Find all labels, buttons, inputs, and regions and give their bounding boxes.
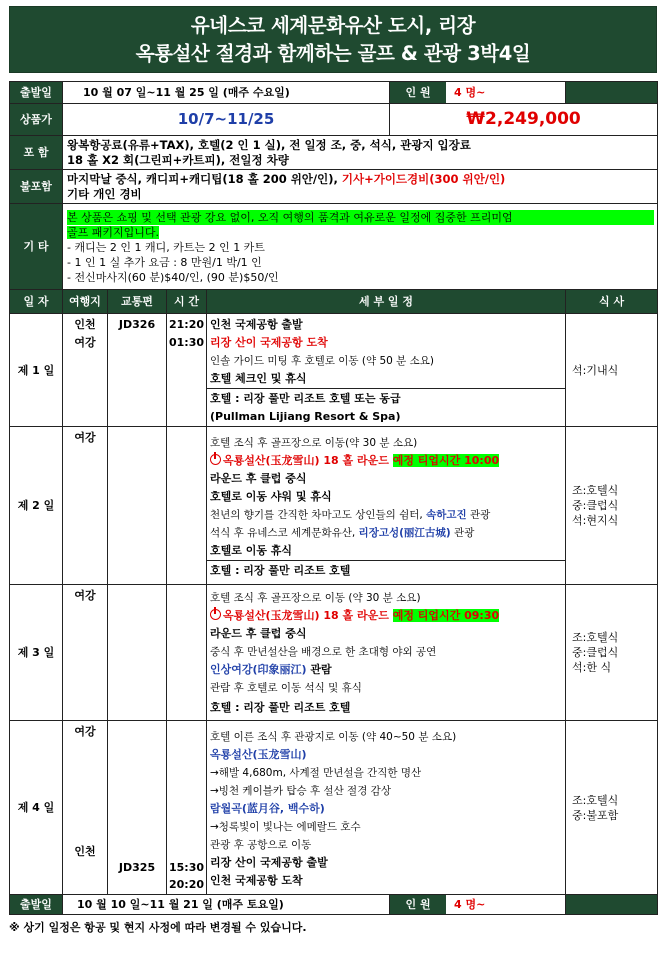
etc-line-1: - 캐디는 2 인 1 캐디, 카트는 2 인 1 카트 xyxy=(67,240,265,254)
price-period: 10/7~11/25 xyxy=(63,104,390,136)
day-2-golf-course: 옥룡설산(玉龙雪山) 18 홀 라운드 xyxy=(223,454,393,467)
day-1-flight: JD326 xyxy=(118,318,156,331)
day-4-place xyxy=(63,721,108,895)
header-day: 일 자 xyxy=(10,290,63,314)
departure-value xyxy=(63,82,390,104)
etc-line-2: - 1 인 1 실 추가 요금 : 8 만원/1 박/1 인 xyxy=(67,255,262,269)
included-row xyxy=(10,136,658,170)
title-line-1: 유네스코 세계문화유산 도시, 리장 xyxy=(190,13,476,37)
etc-highlight-1: 본 상품은 쇼핑 및 선택 관광 강요 없이, 오직 여행의 품격과 여유로운 일정에 집중한 프리미엄 xyxy=(67,210,654,225)
header-place: 여행지 xyxy=(63,290,108,314)
day-2-step-5-text: 천년의 향기를 간직한 차마고도 상인들의 쉼터, xyxy=(210,509,427,521)
day-2-step-2 xyxy=(207,452,565,470)
title-banner xyxy=(9,6,657,73)
people-label: 인 원 xyxy=(390,82,446,103)
people-2-value: 4 명~ xyxy=(454,898,486,911)
departure-filler xyxy=(566,82,658,104)
day-4-time xyxy=(167,721,207,895)
excluded-line-2: 기타 개인 경비 xyxy=(67,186,142,201)
day-2-step-3: 라운드 후 클럽 중식 xyxy=(210,472,307,485)
day-4-label: 제 4 일 xyxy=(10,721,63,895)
day-3-lunch: 중:클럽식 xyxy=(572,646,619,659)
departure-2-row xyxy=(10,895,658,915)
day-3-teeoff: 예정 티업시간 09:30 xyxy=(392,608,500,622)
day-4-flight: JD325 xyxy=(118,861,156,874)
header-transport: 교통편 xyxy=(108,290,167,314)
day-2-place xyxy=(63,427,108,585)
day-4-transport xyxy=(108,721,167,895)
excluded-label: 불포함 xyxy=(10,170,63,204)
itinerary-table xyxy=(9,81,658,915)
day-4-step-8: 리장 산이 국제공항 출발 xyxy=(210,856,328,869)
day-3-step-6: 관람 후 호텔로 이동 석식 및 휴식 xyxy=(210,681,362,694)
day-4-step-2: 옥룡설산(玉龙雪山) xyxy=(210,748,307,761)
day-2-time xyxy=(167,427,207,585)
etc-label: 기 타 xyxy=(10,204,63,290)
day-2-schedule xyxy=(207,427,566,585)
etc-highlight-2: 골프 패키지입니다. xyxy=(67,225,160,239)
day-3-time xyxy=(167,585,207,721)
day-2-dinner: 석:현지식 xyxy=(572,514,619,527)
excluded-row xyxy=(10,170,658,204)
departure-2-filler xyxy=(566,895,658,915)
day-1-time xyxy=(167,314,207,427)
day-4-step-3: →해발 4,680m, 사계절 만년설을 간직한 명산 xyxy=(210,767,422,779)
day-1-step-1: 인천 국제공항 출발 xyxy=(210,318,303,331)
day-3-step-3: 라운드 후 클럽 중식 xyxy=(210,626,307,640)
day-3-step-5-suffix: 관람 xyxy=(306,662,332,676)
day-2-step-6 xyxy=(207,524,565,542)
included-line-1: 왕복항공료(유류+TAX), 호텔(2 인 1 실), 전 일정 조, 중, 석식, 관광지 입장료 xyxy=(67,137,471,152)
day-3-place-1: 여강 xyxy=(74,589,96,602)
day-1-step-3: 인솔 가이드 미팅 후 호텔로 이동 (약 50 분 소요) xyxy=(210,355,435,367)
price-label: 상품가 xyxy=(10,104,63,136)
day-1-place-1: 인천 xyxy=(74,318,96,331)
day-2-step-7: 호텔로 이동 휴식 xyxy=(210,544,293,557)
price-amount: ₩2,249,000 xyxy=(390,104,658,136)
day-2-meals xyxy=(566,427,658,585)
day-3-dinner: 석:한 식 xyxy=(572,661,612,674)
title-line-2: 옥룡설산 절경과 함께하는 골프 & 관광 3박4일 xyxy=(135,41,531,65)
day-3-transport xyxy=(108,585,167,721)
day-4-place-1: 여강 xyxy=(74,725,96,738)
included-label: 포 함 xyxy=(10,136,63,170)
day-2-hotel: 호텔 : 리장 풀만 리조트 호텔 xyxy=(207,560,565,580)
day-3-breakfast: 조:호텔식 xyxy=(572,631,619,644)
day-2-lunch: 중:클럽식 xyxy=(572,499,619,512)
day-1-step-2: 리장 산이 국제공항 도착 xyxy=(210,336,328,349)
day-2-teeoff: 예정 티업시간 10:00 xyxy=(392,454,500,467)
day-4-time-1: 15:30 xyxy=(168,861,204,874)
day-4-meals xyxy=(566,721,658,895)
day-2-step-1: 호텔 조식 후 골프장으로 이동(약 30 분 소요) xyxy=(210,437,418,449)
day-3-hotel: 호텔 : 리장 풀만 리조트 호텔 xyxy=(210,700,351,714)
day-3-step-1: 호텔 조식 후 골프장으로 이동 (약 30 분 소요) xyxy=(210,591,421,604)
day-4-step-6: →청록빛이 빛나는 에메랄드 호수 xyxy=(210,821,361,833)
day-3-row xyxy=(10,585,658,721)
day-2-old-town: 리장고성(丽江古城) xyxy=(358,527,451,539)
day-1-transport xyxy=(108,314,167,427)
day-1-hotel: 호텔 : 리장 풀만 리조트 호텔 또는 동급 xyxy=(207,388,565,408)
header-meals: 식 사 xyxy=(566,290,658,314)
people-value: 4 명~ xyxy=(454,86,486,99)
day-4-schedule xyxy=(207,721,566,895)
etc-content xyxy=(63,204,658,290)
day-4-lunch: 중:불포함 xyxy=(572,808,619,822)
header-time: 시 간 xyxy=(167,290,207,314)
day-2-label: 제 2 일 xyxy=(10,427,63,585)
etc-highlight-2-row xyxy=(67,225,657,240)
included-line-2: 18 홀 X2 회(그린피+카트피), 전일정 차량 xyxy=(67,152,289,167)
day-4-breakfast: 조:호텔식 xyxy=(572,793,619,807)
day-3-show: 인상여강(印象丽江) xyxy=(210,662,307,676)
day-2-breakfast: 조:호텔식 xyxy=(572,484,619,497)
day-1-place xyxy=(63,314,108,427)
day-1-schedule xyxy=(207,314,566,427)
price-row xyxy=(10,104,658,136)
day-2-step-5-suffix: 관광 xyxy=(466,509,491,521)
day-3-label: 제 3 일 xyxy=(10,585,63,721)
day-2-step-5 xyxy=(207,506,565,524)
day-3-step-4: 중식 후 만년설산을 배경으로 한 초대형 야외 공연 xyxy=(210,645,437,658)
day-4-step-5: 람월곡(蓝月谷, 백수하) xyxy=(210,802,325,815)
people-2-cell xyxy=(390,895,566,915)
people-2-label: 인 원 xyxy=(390,895,446,914)
day-2-step-4: 호텔로 이동 샤워 및 휴식 xyxy=(210,490,332,503)
day-4-step-9: 인천 국제공항 도착 xyxy=(210,874,303,887)
day-3-meals xyxy=(566,585,658,721)
people-cell xyxy=(390,82,566,104)
included-content xyxy=(63,136,658,170)
day-3-step-2 xyxy=(207,607,565,625)
day-2-step-6-text: 석식 후 유네스코 세계문화유산, xyxy=(210,527,359,539)
excluded-line-1-text: 마지막날 중식, 캐디피+캐디팁(18 홀 200 위안/인), xyxy=(67,171,342,186)
day-3-golf-course: 옥룡설산(玉龙雪山) 18 홀 라운드 xyxy=(223,608,393,622)
day-1-time-2: 01:30 xyxy=(168,336,204,349)
day-1-place-2: 여강 xyxy=(74,336,96,349)
excluded-content xyxy=(63,170,658,204)
day-4-step-1: 호텔 이른 조식 후 관광지로 이동 (약 40~50 분 소요) xyxy=(210,731,457,743)
departure-2-value xyxy=(63,895,390,915)
footnote: ※ 상기 일정은 항공 및 현지 사정에 따라 변경될 수 있습니다. xyxy=(9,921,307,934)
day-1-step-4: 호텔 체크인 및 휴식 xyxy=(210,372,307,385)
golf-icon xyxy=(210,609,221,620)
day-2-row xyxy=(10,427,658,585)
departure-2-label: 출발일 xyxy=(10,895,63,915)
day-4-place-2: 인천 xyxy=(74,845,96,858)
day-2-transport xyxy=(108,427,167,585)
day-2-step-6-suffix: 관광 xyxy=(450,527,475,539)
day-2-place-1: 여강 xyxy=(74,431,96,444)
golf-icon xyxy=(210,454,221,465)
day-4-row xyxy=(10,721,658,895)
etc-row xyxy=(10,204,658,290)
day-3-schedule xyxy=(207,585,566,721)
excluded-line-1 xyxy=(67,172,657,187)
departure-dates: 10 월 07 일~11 월 25 일 (매주 수요일) xyxy=(83,86,290,99)
day-1-meals: 석:기내식 xyxy=(566,314,658,427)
schedule-header-row xyxy=(10,290,658,314)
header-schedule: 세 부 일 정 xyxy=(207,290,566,314)
day-4-time-2: 20:20 xyxy=(168,878,204,891)
day-4-step-4: →빙천 케이블카 탑승 후 설산 절경 감상 xyxy=(210,785,391,797)
departure-row xyxy=(10,82,658,104)
etc-line-3: - 전신마사지(60 분)$40/인, (90 분)$50/인 xyxy=(67,270,279,284)
day-1-row xyxy=(10,314,658,427)
excluded-guide-fee: 기사+가이드경비(300 위안/인) xyxy=(341,171,506,186)
departure-label: 출발일 xyxy=(10,82,63,104)
day-1-time-1: 21:20 xyxy=(168,318,204,331)
day-1-label: 제 1 일 xyxy=(10,314,63,427)
day-2-shuhe: 속하고진 xyxy=(426,509,467,521)
day-4-step-7: 관광 후 공항으로 이동 xyxy=(210,839,312,851)
departure-2-dates: 10 월 10 일~11 월 21 일 (매주 토요일) xyxy=(77,898,284,911)
day-3-place xyxy=(63,585,108,721)
day-1-hotel-en: (Pullman Lijiang Resort & Spa) xyxy=(210,410,401,423)
day-3-step-5 xyxy=(207,661,565,679)
